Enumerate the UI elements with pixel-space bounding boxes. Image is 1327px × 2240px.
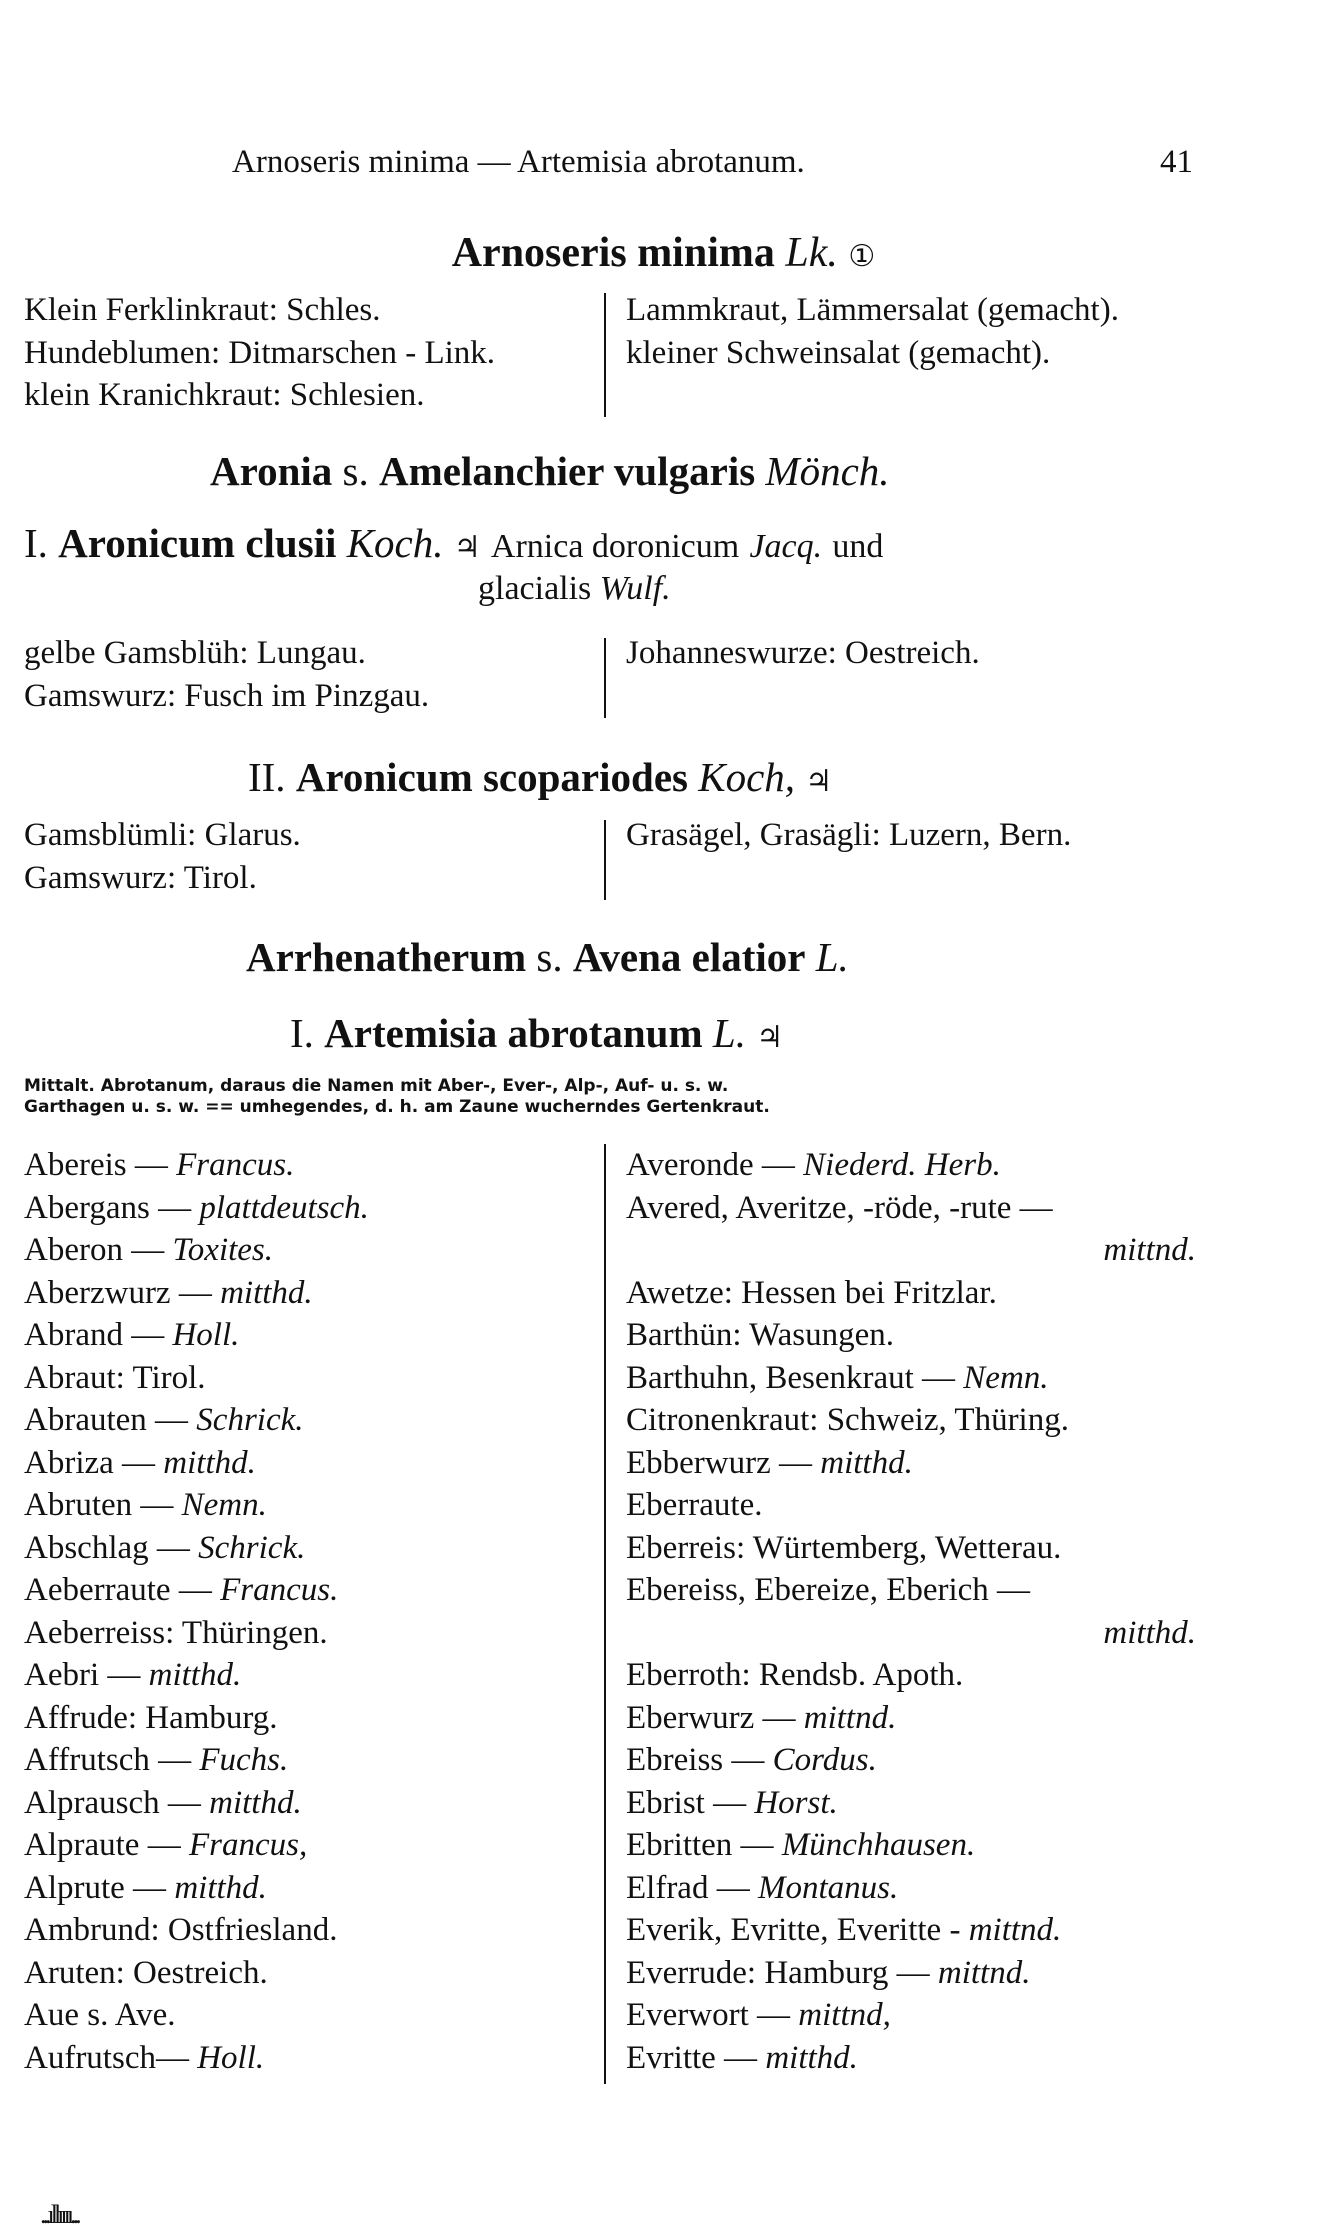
name-line: Gamswurz: Fusch im Pinzgau. (24, 677, 430, 714)
vernacular-name: Affrude: Hamburg. (24, 1699, 278, 1736)
name-line (24, 1782, 369, 1825)
source-reference: Francus. (220, 1572, 339, 1608)
name-line (626, 1782, 1196, 1825)
entry-numeral: I. (24, 520, 48, 566)
synonym: Arnica doronicum (490, 528, 740, 565)
vernacular-name: Alprute — (24, 1869, 175, 1906)
vernacular-name: Eberraute. (626, 1487, 763, 1523)
species-name: Arnoseris minima (451, 230, 775, 276)
cross-reference-aronia (210, 446, 890, 496)
source-reference: mittnd. (937, 1954, 1031, 1991)
vernacular-name: Aruten: Oestreich. (24, 1954, 268, 1991)
source-reference: plattdeutsch. (199, 1189, 369, 1226)
vernacular-name: Ebberwurz — (626, 1444, 821, 1481)
name-line (24, 1399, 369, 1442)
vernacular-name: Aebri — (24, 1657, 149, 1693)
source-reference: mitthd. (148, 1657, 242, 1693)
ref-target: Amelanchier vulgaris (378, 448, 756, 494)
name-line (626, 1187, 1196, 1230)
source-reference: mittnd, (798, 1997, 891, 2033)
vernacular-name: Ebereiss, Ebereize, Eberich — (626, 1572, 1031, 1608)
source-reference: Holl. (172, 1317, 240, 1353)
page-number: 41 (1160, 144, 1193, 180)
source-reference: Fuchs. (199, 1742, 289, 1778)
name-line (24, 1952, 369, 1995)
name-line (626, 1952, 1196, 1995)
source-reference: Toxites. (172, 1232, 274, 1268)
name-line: Klein Ferklinkraut: Schles. (24, 292, 381, 328)
right-column (626, 1144, 1196, 2079)
vernacular-name: Barthün: Wasungen. (626, 1317, 895, 1353)
name-line (24, 1909, 369, 1952)
name-line: Gamsblümli: Glarus. (24, 817, 301, 853)
vernacular-name: Affrutsch — (24, 1742, 200, 1778)
running-title: Arnoseris minima — Artemisia abrotanum. (232, 144, 805, 180)
entry-heading-aronicum-scopariodes (248, 752, 832, 807)
right-column (626, 632, 980, 675)
name-line (626, 1144, 1196, 1187)
name-line: Johanneswurze: Oestreich. (626, 635, 980, 671)
name-line: Gamswurz: Tirol. (24, 859, 257, 896)
vernacular-name: Ebritten — (626, 1827, 782, 1863)
vernacular-name: Eberwurz — (626, 1699, 804, 1736)
left-column (24, 632, 429, 717)
vernacular-name: Everrude: Hamburg — (626, 1954, 938, 1991)
ref-see: s. (342, 448, 369, 494)
vernacular-name: Aberzwurz — (24, 1274, 221, 1311)
source-reference: mitthd. (220, 1274, 313, 1311)
vernacular-name: Ebrist — (626, 1784, 755, 1821)
vernacular-name: Abriza — (24, 1444, 164, 1481)
name-line: gelbe Gamsblüh: Lungau. (24, 635, 366, 671)
vernacular-name: Elfrad — (626, 1869, 758, 1906)
entry-numeral: II. (248, 754, 286, 800)
vernacular-name: Abrand — (24, 1317, 173, 1353)
source-reference: Münchhausen. (781, 1827, 976, 1863)
name-line (626, 1569, 1196, 1612)
name-line: klein Kranichkraut: Schlesien. (24, 377, 425, 413)
column-divider (604, 638, 606, 718)
source-reference: mitthd. (1103, 1614, 1196, 1651)
name-line (626, 1824, 1196, 1867)
name-line (24, 1867, 369, 1910)
vernacular-name: Aeberraute — (24, 1572, 221, 1608)
name-line (24, 1994, 369, 2037)
name-line (24, 1187, 369, 1230)
ref-see: s. (536, 934, 563, 980)
vernacular-name: Avered, Averitze, -röde, -rute — (626, 1189, 1053, 1226)
synonym-line-2 (478, 564, 671, 614)
vernacular-name: Aeberreiss: Thüringen. (24, 1614, 328, 1651)
vernacular-name: Eberreis: Würtemberg, Wetterau. (626, 1529, 1062, 1566)
etymology-note (24, 1076, 1204, 1118)
ref-target: Avena elatior (572, 934, 806, 980)
source-reference: mitthd. (820, 1444, 913, 1481)
name-line (626, 2037, 1196, 2080)
species-name: Aronicum clusii (58, 520, 337, 566)
name-line (24, 1739, 369, 1782)
source-reference: mittnd. (968, 1912, 1062, 1948)
vernacular-name: Abrauten — (24, 1402, 197, 1438)
species-author: Koch, (698, 754, 796, 800)
vernacular-name: Barthuhn, Besenkraut — (626, 1359, 964, 1396)
ref-label: Arrhenatherum (246, 934, 527, 980)
ref-label: Aronia (210, 448, 333, 494)
name-line (24, 1272, 369, 1315)
source-reference: mittnd. (1103, 1232, 1196, 1268)
vernacular-name: Averonde — (626, 1147, 804, 1183)
vernacular-name: Aberon — (24, 1232, 173, 1268)
column-divider (604, 820, 606, 900)
vernacular-name: Aufrutsch— (24, 2039, 198, 2076)
species-author: Lk. (785, 230, 838, 276)
source-reference: Horst. (754, 1784, 838, 1821)
left-column (24, 1144, 369, 2079)
name-line (24, 1569, 369, 1612)
left-column (24, 814, 301, 899)
source-reference: Schrick. (198, 1529, 306, 1566)
entry-heading-artemisia-abrotanum (290, 1008, 783, 1063)
source-reference: Montanus. (757, 1869, 899, 1906)
name-line (24, 1527, 369, 1570)
species-name: Aronicum scopariodes (295, 754, 688, 800)
name-line (24, 1824, 369, 1867)
print-smudge: ...ıllıııı... (40, 2200, 78, 2229)
name-line (626, 1654, 1196, 1697)
source-reference: Cordus. (772, 1742, 877, 1778)
name-line: kleiner Schweinsalat (gemacht). (626, 334, 1051, 371)
conjunction: und (832, 528, 884, 565)
right-column (626, 289, 1119, 374)
synonym-author: Jacq. (749, 528, 823, 565)
right-column (626, 814, 1071, 857)
species-author: Koch. (346, 520, 444, 566)
perennial-symbol: ♃ (453, 531, 481, 564)
source-reference: mitthd. (163, 1444, 256, 1481)
name-line (626, 1399, 1196, 1442)
name-line (24, 2037, 369, 2080)
name-line (626, 1442, 1196, 1485)
column-divider (604, 1144, 606, 2084)
note-line: Garthagen u. s. w. == umhegendes, d. h. am Zaune wucherndes Gertenkraut. (24, 1097, 770, 1117)
name-line (626, 1314, 1196, 1357)
vernacular-name: Abraut: Tirol. (24, 1359, 206, 1396)
source-reference: Niederd. Herb. (803, 1147, 1001, 1183)
note-line: Mittalt. Abrotanum, daraus die Namen mit Aber-, Ever-, Alp-, Auf- u. s. w. (24, 1076, 729, 1096)
vernacular-name: Ambrund: Ostfriesland. (24, 1912, 338, 1948)
source-reference: Francus, (188, 1827, 308, 1863)
source-reference: mitthd. (174, 1869, 267, 1906)
vernacular-name: Evritte — (626, 2039, 766, 2076)
name-line: Lammkraut, Lämmersalat (gemacht). (626, 292, 1119, 328)
name-line (24, 1612, 369, 1655)
name-line (626, 1357, 1196, 1400)
vernacular-name: Abergans — (24, 1189, 200, 1226)
name-line (626, 1697, 1196, 1740)
perennial-symbol: ♃ (756, 1021, 784, 1054)
vernacular-name: Abschlag — (24, 1529, 199, 1566)
entry-numeral: I. (290, 1010, 314, 1056)
name-line (626, 1527, 1196, 1570)
cross-reference-arrhenatherum (246, 932, 849, 982)
source-reference: Francus. (176, 1147, 295, 1183)
ref-author: L. (815, 934, 849, 980)
name-line (24, 1229, 369, 1272)
species-name: Artemisia abrotanum (324, 1010, 703, 1056)
source-reference: mitthd. (209, 1784, 302, 1821)
ref-author: Mönch. (765, 448, 890, 494)
vernacular-name: Ebreiss — (626, 1742, 773, 1778)
synonym-author: Wulf. (599, 570, 671, 607)
vernacular-name: Everik, Evritte, Everitte - (626, 1912, 969, 1948)
vernacular-name: Abereis — (24, 1147, 177, 1183)
entry-heading-aronicum-clusii (24, 518, 883, 573)
vernacular-name: Citronenkraut: Schweiz, Thüring. (626, 1402, 1069, 1438)
name-line (626, 1272, 1196, 1315)
source-reference: Nemn. (963, 1359, 1049, 1396)
source-reference: mitthd. (765, 2039, 858, 2076)
annual-symbol: ① (848, 240, 876, 273)
vernacular-name: Everwort — (626, 1997, 799, 2033)
vernacular-name: Alpraute — (24, 1827, 189, 1863)
name-line (24, 1654, 369, 1697)
name-line (24, 1697, 369, 1740)
source-reference: Schrick. (196, 1402, 304, 1438)
name-line (24, 1484, 369, 1527)
perennial-symbol: ♃ (805, 765, 833, 798)
vernacular-name: Eberroth: Rendsb. Apoth. (626, 1657, 964, 1693)
name-line (626, 1867, 1196, 1910)
name-line: Hundeblumen: Ditmarschen - Link. (24, 334, 496, 371)
name-line (626, 1484, 1196, 1527)
name-line (24, 1357, 369, 1400)
synonym: glacialis (478, 570, 592, 607)
column-divider (604, 293, 606, 417)
vernacular-name: Alprausch — (24, 1784, 210, 1821)
name-line (626, 1612, 1196, 1655)
vernacular-name: Awetze: Hessen bei Fritzlar. (626, 1274, 997, 1311)
name-line (626, 1994, 1196, 2037)
running-head (0, 144, 1327, 188)
source-reference: Nemn. (181, 1487, 267, 1523)
name-line: Grasägel, Grasägli: Luzern, Bern. (626, 817, 1072, 853)
species-author: L. (712, 1010, 746, 1056)
name-line (24, 1314, 369, 1357)
name-line (626, 1909, 1196, 1952)
source-reference: Holl. (197, 2039, 265, 2076)
entry-heading-arnoseris (0, 228, 1327, 282)
vernacular-name: Aue s. Ave. (24, 1997, 176, 2033)
name-line (24, 1442, 369, 1485)
name-line (24, 1144, 369, 1187)
left-column (24, 289, 495, 417)
source-reference: mittnd. (803, 1699, 897, 1736)
vernacular-name: Abruten — (24, 1487, 182, 1523)
name-line (626, 1229, 1196, 1272)
name-line (626, 1739, 1196, 1782)
